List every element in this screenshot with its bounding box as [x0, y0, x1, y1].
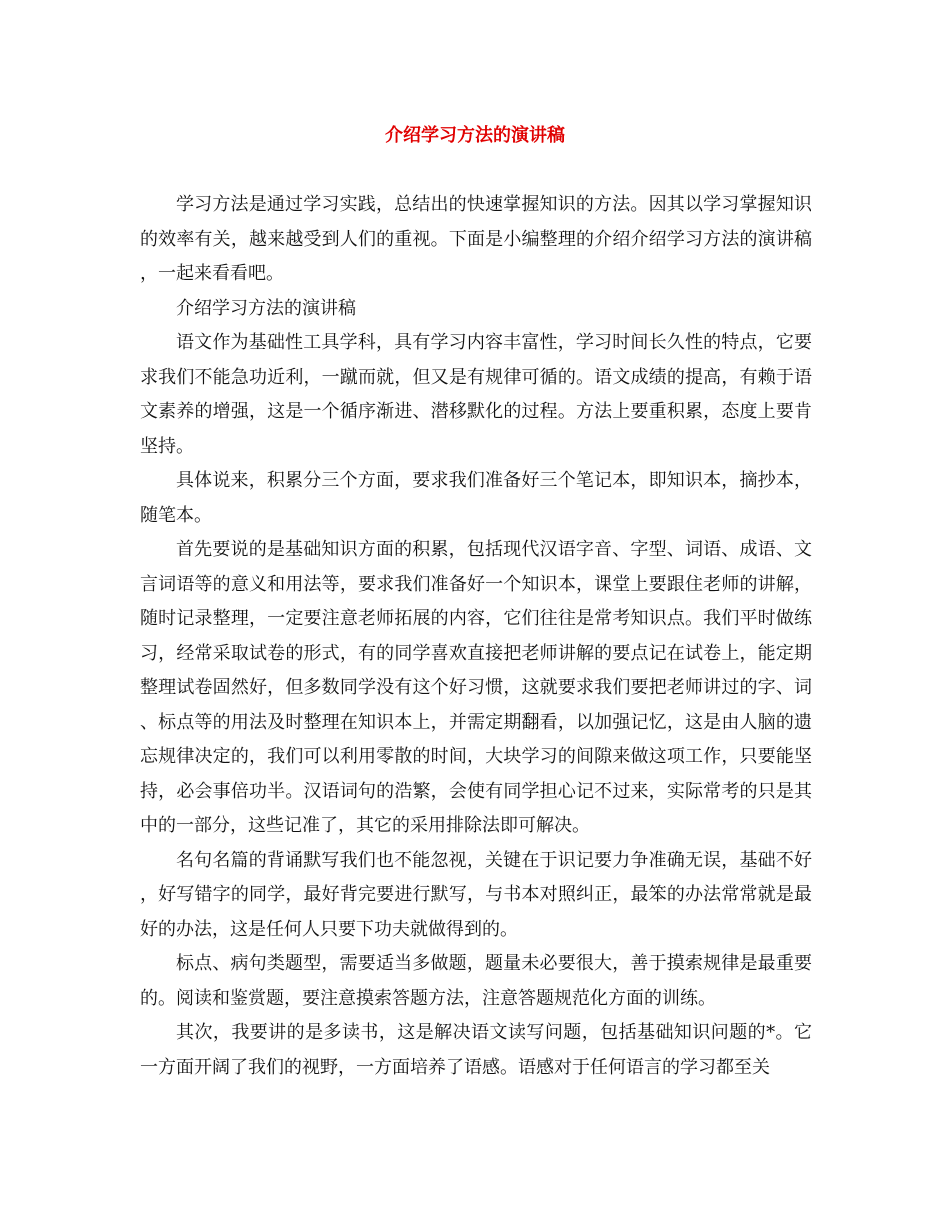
paragraph-chinese-subject: 语文作为基础性工具学科，具有学习内容丰富性，学习时间长久性的特点，它要求我们不能急功近利，一蹴而就，但又是有规律可循的。语文成绩的提高，有赖于语文素养的增强，这是一个循序渐进、潜移默化的过程。方法上要重积累，态度上要肯坚持。	[140, 332, 812, 457]
paragraph-punctuation: 标点、病句类题型，需要适当多做题，题量未必要很大，善于摸索规律是最重要的。阅读和鉴赏题，要注意摸索答题方法，注意答题规范化方面的训练。	[140, 953, 812, 1009]
paragraph-intro: 学习方法是通过学习实践，总结出的快速掌握知识的方法。因其以学习掌握知识的效率有关，越来越受到人们的重视。下面是小编整理的介绍介绍学习方法的演讲稿，一起来看看吧。	[140, 194, 812, 284]
paragraph-three-notebooks: 具体说来，积累分三个方面，要求我们准备好三个笔记本，即知识本，摘抄本，随笔本。	[140, 470, 812, 526]
paragraph-basic-knowledge: 首先要说的是基础知识方面的积累，包括现代汉语字音、字型、词语、成语、文言词语等的意义和用法等，要求我们准备好一个知识本，课堂上要跟住老师的讲解，随时记录整理，一定要注意老师拓展的内容，它们往往是常考知识点。我们平时做练习，经常采取试卷的形式，有的同学喜欢直接把老师讲解的要点记在试卷上，能定期整理试卷固然好，但多数同学没有这个好习惯，这就要求我们要把老师讲过的字、词、标点等的用法及时整理在知识本上，并需定期翻看，以加强记忆，这是由人脑的遗忘规律决定的，我们可以利用零散的时间，大块学习的间隙来做这项工作，只要能坚持，必会事倍功半。汉语词句的浩繁，会使有同学担心记不过来，实际常考的只是其中的一部分，这些记准了，其它的采用排除法即可解决。	[140, 539, 812, 836]
paragraph-reading: 其次，我要讲的是多读书，这是解决语文读写问题，包括基础知识问题的*。它一方面开阔了我们的视野，一方面培养了语感。语感对于任何语言的学习都至关	[140, 1022, 812, 1078]
document-body	[140, 188, 812, 1085]
paragraph-subtitle: 介绍学习方法的演讲稿	[176, 297, 356, 319]
paragraph-recitation: 名句名篇的背诵默写我们也不能忽视，关键在于识记要力争准确无误，基础不好，好写错字的同学，最好背完要进行默写，与书本对照纠正，最笨的办法常常就是最好的办法，这是任何人只要下功夫就做得到的。	[140, 849, 812, 940]
document-title: 介绍学习方法的演讲稿	[385, 125, 565, 146]
